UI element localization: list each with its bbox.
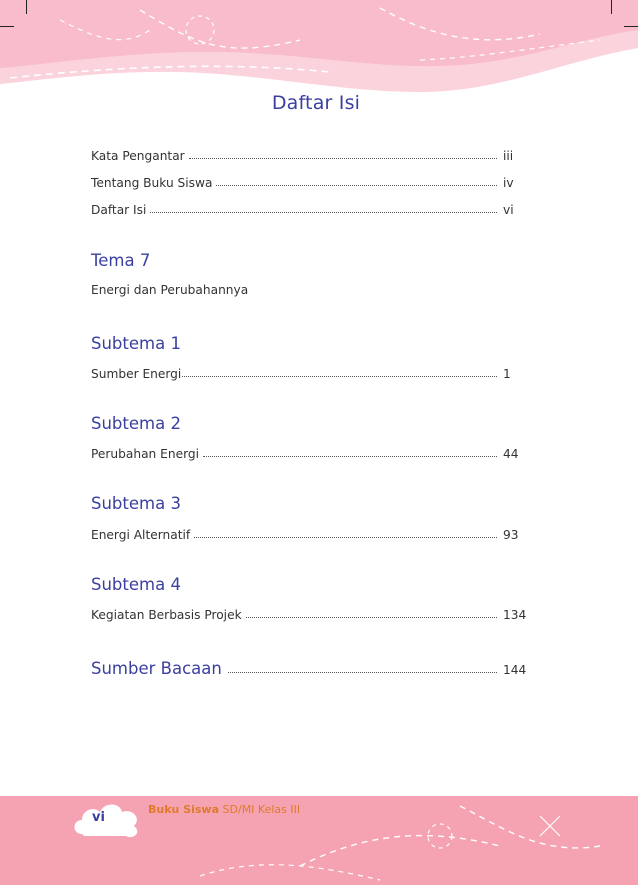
toc-page-number: 93 <box>503 528 519 542</box>
toc-label: Kata Pengantar <box>91 149 185 163</box>
dot-leader <box>228 671 497 673</box>
toc-row-sumber-energi[interactable] <box>91 363 537 381</box>
dot-leader <box>216 184 497 186</box>
toc-page-number: iv <box>503 176 514 190</box>
dot-leader <box>189 157 497 159</box>
subtema-2-heading: Subtema 2 <box>91 414 181 433</box>
subtema-4-heading: Subtema 4 <box>91 575 181 594</box>
toc-label: Energi Alternatif <box>91 528 191 542</box>
toc-row-sumber-bacaan[interactable] <box>91 656 537 678</box>
toc-page-number: 144 <box>503 663 527 677</box>
crop-mark <box>611 0 612 14</box>
toc-page-number: iii <box>503 149 514 163</box>
toc-row-energi-alternatif[interactable] <box>91 524 537 542</box>
toc-page-number: 134 <box>503 608 527 622</box>
subtema-1-heading: Subtema 1 <box>91 334 181 353</box>
dot-leader <box>182 375 497 377</box>
dot-leader <box>203 455 497 457</box>
tema-subtitle: Energi dan Perubahannya <box>91 283 249 297</box>
footer-book-title-rest: SD/MI Kelas III <box>222 803 301 816</box>
toc-label: Tentang Buku Siswa <box>91 176 213 190</box>
crop-mark <box>624 26 638 27</box>
tema-heading: Tema 7 <box>91 251 151 270</box>
toc-label: Sumber Bacaan <box>91 659 222 678</box>
toc-label: Daftar Isi <box>91 203 147 217</box>
cloud-icon <box>70 796 144 840</box>
toc-label: Sumber Energi <box>91 367 182 381</box>
subtema-3-heading: Subtema 3 <box>91 494 181 513</box>
page-title <box>0 92 638 114</box>
toc-row-perubahan-energi[interactable] <box>91 443 537 461</box>
toc-label: Perubahan Energi <box>91 447 199 461</box>
toc-row-kata-pengantar[interactable] <box>91 145 537 163</box>
dot-leader <box>150 211 497 213</box>
dot-leader <box>246 616 497 618</box>
toc-label: Kegiatan Berbasis Projek <box>91 608 242 622</box>
toc-page-number: 44 <box>503 447 519 461</box>
toc-row-tentang-buku-siswa[interactable] <box>91 172 537 190</box>
page-title-text: Daftar Isi <box>271 92 361 114</box>
crop-mark <box>26 0 27 14</box>
page-number: vi <box>92 810 105 825</box>
footer-book-title-bold: Buku Siswa <box>148 803 220 816</box>
toc-row-daftar-isi[interactable] <box>91 199 537 217</box>
crop-mark <box>0 26 14 27</box>
toc-page-number: 1 <box>503 367 511 381</box>
toc-page-number: vi <box>503 203 514 217</box>
footer-book-title <box>148 803 300 816</box>
toc-row-kegiatan-berbasis-projek[interactable] <box>91 604 537 622</box>
dot-leader <box>194 536 497 538</box>
